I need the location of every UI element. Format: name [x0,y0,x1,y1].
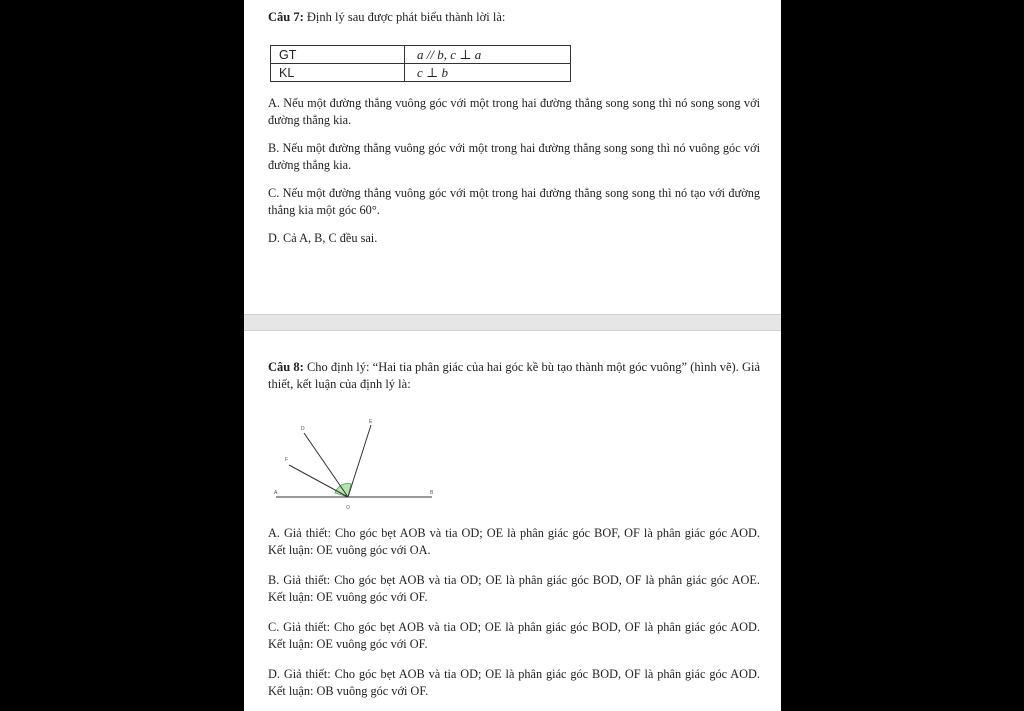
question-7-option-c: C. Nếu một đường thẳng vuông góc với một trong hai đường thẳng song song thì nó tạo với đường thẳng kia một góc 60°. [268,186,760,217]
document-page-2 [244,331,781,711]
question-7-option-b: B. Nếu một đường thẳng vuông góc với một trong hai đường thẳng song song thì nó vuông góc với đường thẳng kia. [268,141,760,172]
question-7-option-d: D. Cả A, B, C đều sai. [268,231,378,245]
question-8-label: Câu 8: [268,360,304,374]
table-row [271,64,571,82]
question-8-option-c: C. Giả thiết: Cho góc bẹt AOB và tia OD; OE là phân giác góc BOD, OF là phân giác góc AOD. Kết luận: OE vuông góc với OF. [268,620,760,651]
question-8-text: Cho định lý: “Hai tia phân giác của hai góc kề bù tạo thành một góc vuông” (hình vẽ). Giả thiết, kết luận của định lý là: [268,360,761,391]
question-7-option-a: A. Nếu một đường thẳng vuông góc với một trong hai đường thẳng song song thì nó song song với đường thẳng kia. [268,96,760,127]
ray-od [304,433,348,497]
table-cell-key: KL [271,64,405,82]
question-8-option-b: B. Giả thiết: Cho góc bẹt AOB và tia OD; OE là phân giác góc BOD, OF là phân giác góc AOE. Kết luận: OE vuông góc với OF. [268,573,760,604]
table-cell-value: a // b, c ⊥ a [405,46,571,64]
question-7-stem [268,9,758,26]
question-7-text: Định lý sau được phát biểu thành lời là: [306,10,506,24]
ray-of [289,465,348,497]
point-label-b: B [430,490,434,496]
angle-bisector-figure [264,413,444,513]
table-cell-key: GT [271,46,405,64]
question-8-option-a: A. Giả thiết: Cho góc bẹt AOB và tia OD; OE là phân giác góc BOF, OF là phân giác góc AOD. Kết luận: OE vuông góc với OA. [268,526,760,557]
table-row [271,46,571,64]
page-separator [244,314,781,331]
point-label-f: F [285,457,289,463]
point-label-o: O [346,505,350,511]
document-page-1 [244,0,781,314]
question-8-option-d: D. Giả thiết: Cho góc bẹt AOB và tia OD; OE là phân giác góc BOD, OF là phân giác góc AOD. Kết luận: OB vuông góc với OF. [268,667,760,698]
point-label-e: E [369,419,373,425]
question-8-stem [268,359,760,393]
table-cell-value: c ⊥ b [405,64,571,82]
gt-kl-table [270,45,571,82]
ray-oe [348,425,371,497]
question-7-label: Câu 7: [268,10,304,24]
point-label-d: D [301,426,305,432]
point-label-a: A [274,490,278,496]
